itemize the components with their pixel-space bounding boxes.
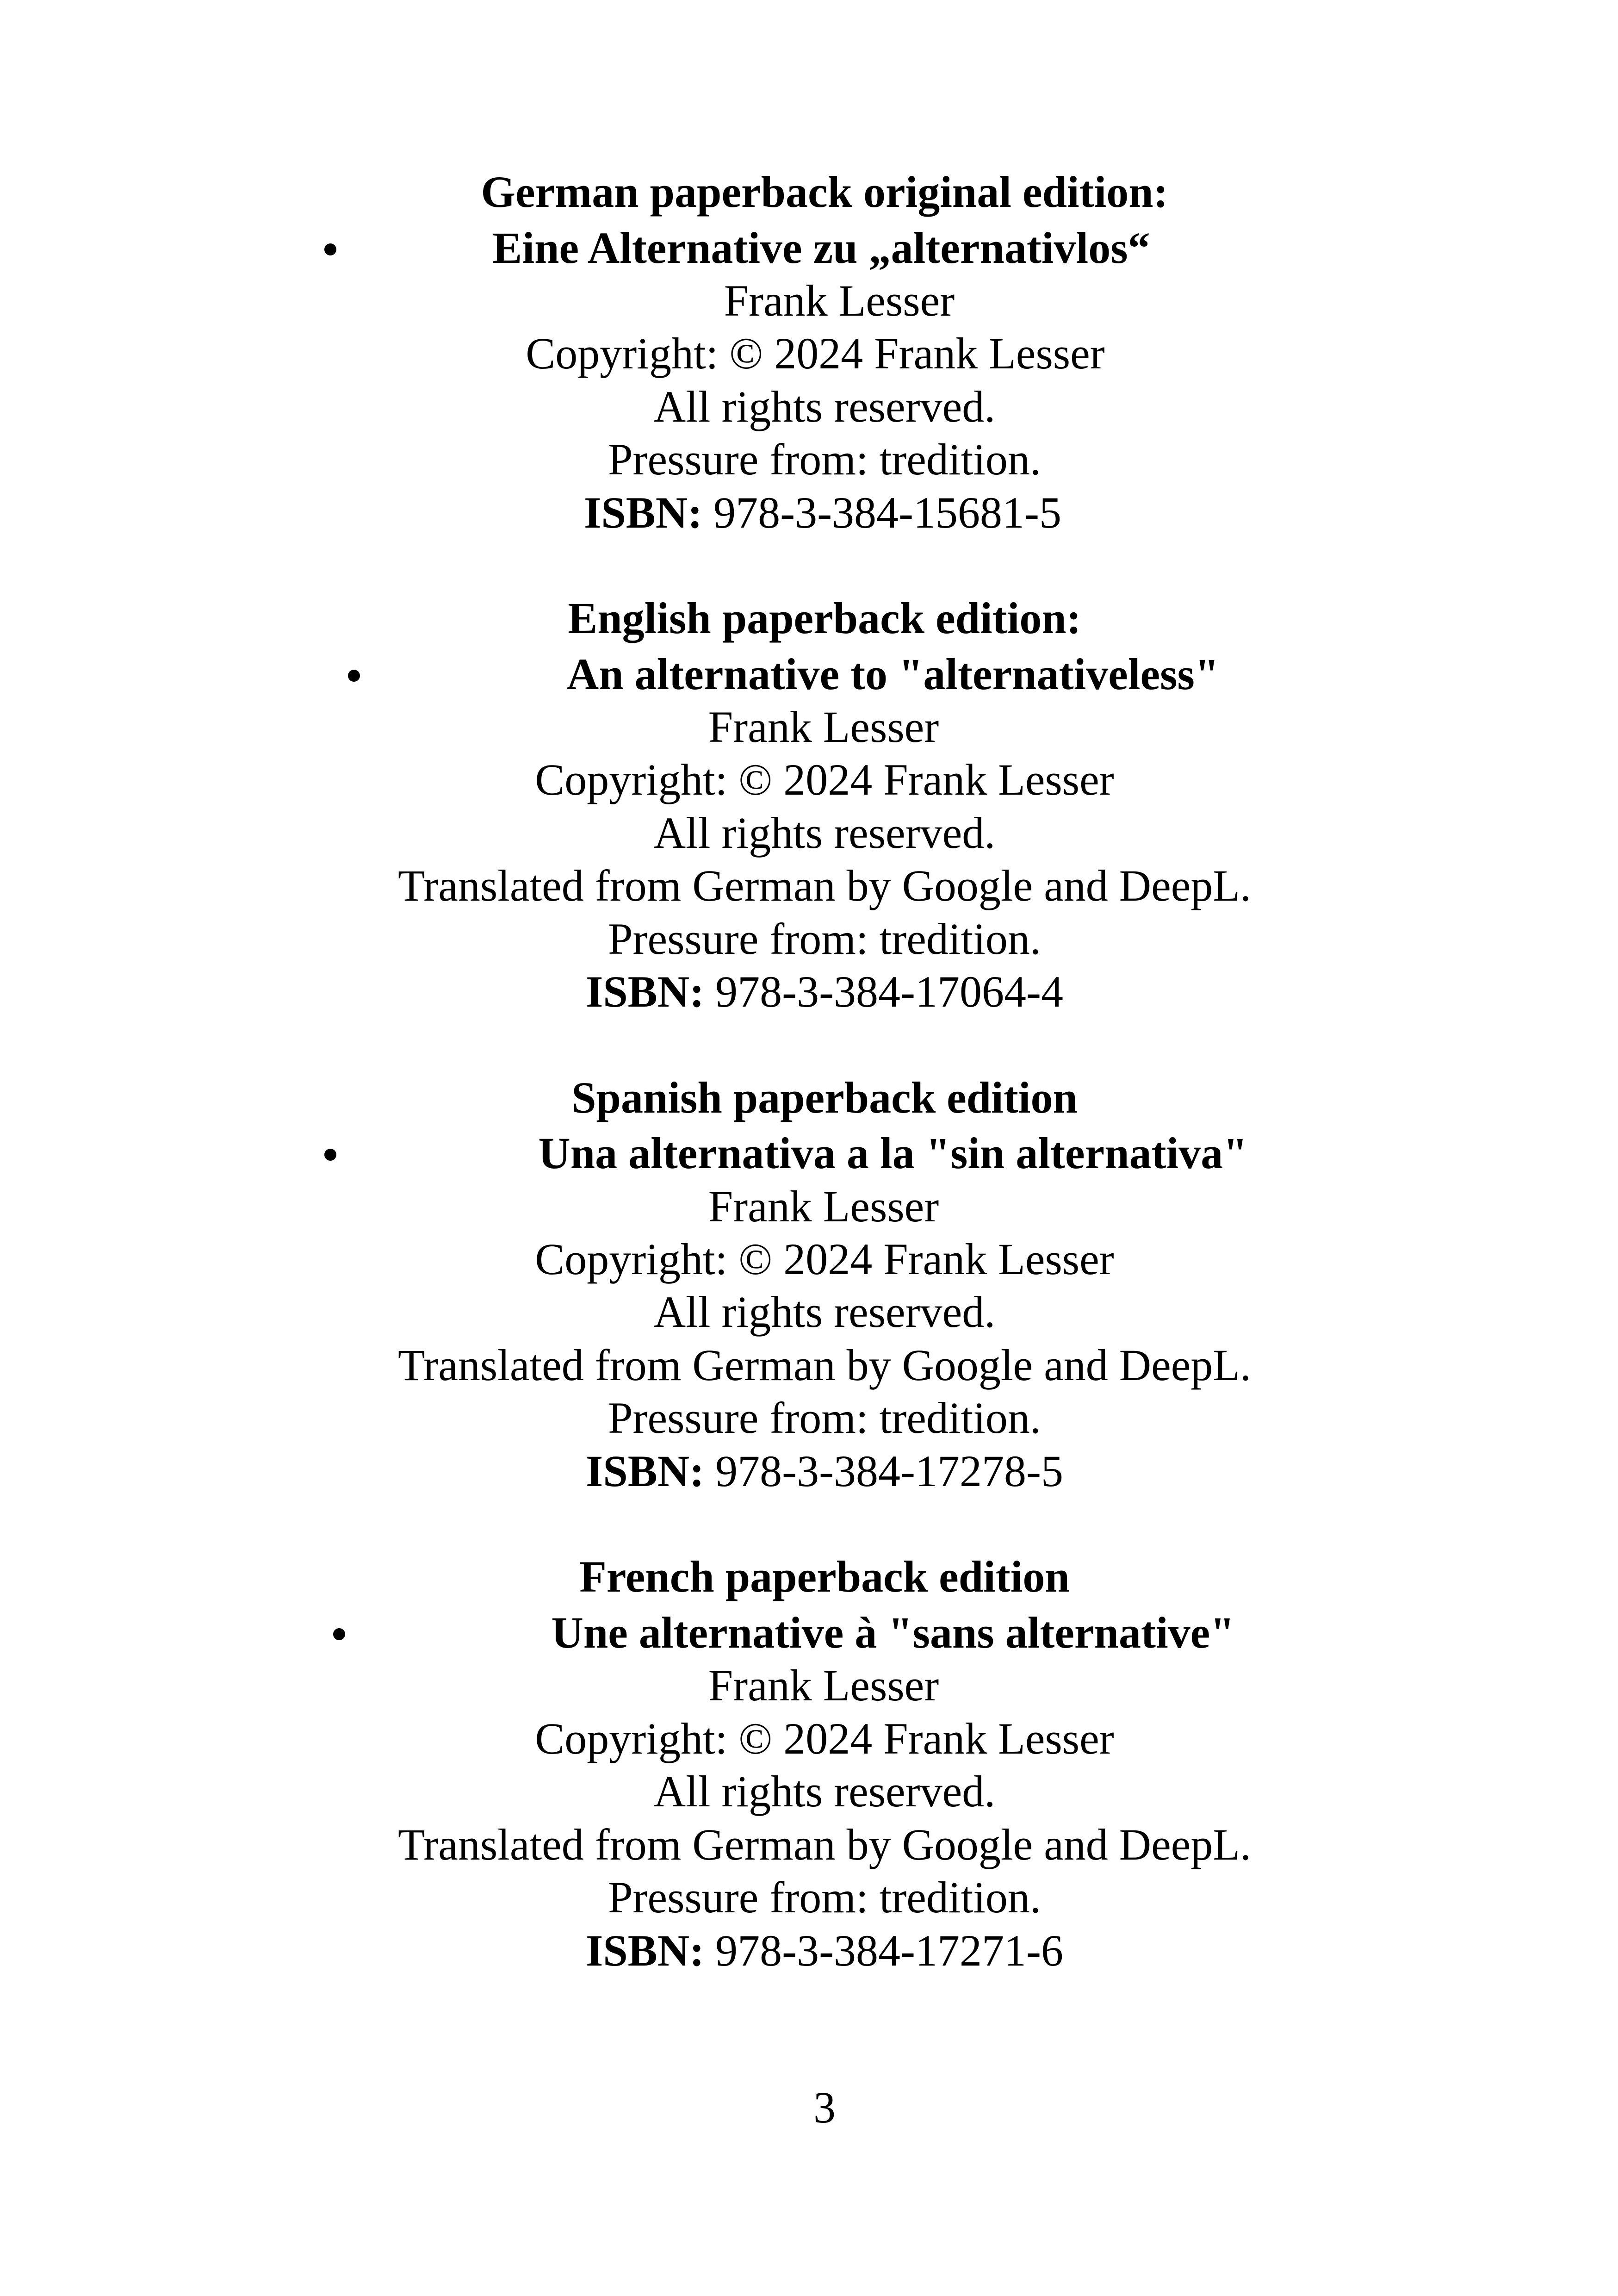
edition-heading: French paperback edition — [579, 1552, 1070, 1601]
edition-rights: All rights reserved. — [653, 808, 996, 858]
page-number: 3 — [813, 2083, 836, 2132]
edition-translation: Translated from German by Google and DeepL. — [398, 861, 1251, 910]
edition-title-line — [0, 1606, 1618, 1660]
bullet-icon — [333, 1628, 345, 1640]
isbn-label: ISBN: — [586, 967, 705, 1016]
edition-translation: Translated from German by Google and DeepL. — [398, 1340, 1251, 1390]
edition-title: Une alternative à "sans alternative" — [551, 1608, 1235, 1657]
edition-title: An alternative to "alternativeless" — [566, 649, 1220, 699]
edition-title-line — [0, 647, 1618, 701]
edition-title-line — [0, 221, 1618, 275]
edition-title: Una alternativa a la "sin alternativa" — [538, 1128, 1248, 1178]
edition-publisher: Pressure from: tredition. — [608, 914, 1041, 964]
isbn-label: ISBN: — [586, 1926, 705, 1975]
isbn-label: ISBN: — [584, 488, 703, 537]
isbn-number: 978-3-384-15681-5 — [713, 488, 1061, 537]
bullet-icon — [324, 1149, 336, 1161]
edition-translation: Translated from German by Google and DeepL. — [398, 1820, 1251, 1869]
edition-author: Frank Lesser — [708, 1661, 939, 1710]
bullet-icon — [324, 243, 336, 255]
edition-isbn — [0, 1444, 1618, 1498]
edition-rights: All rights reserved. — [653, 1287, 996, 1337]
edition-publisher: Pressure from: tredition. — [608, 1873, 1041, 1922]
edition-heading: English paperback edition: — [568, 593, 1081, 643]
edition-copyright: Copyright: © 2024 Frank Lesser — [526, 329, 1105, 378]
edition-isbn — [0, 1924, 1618, 1978]
edition-isbn — [0, 965, 1618, 1019]
edition-title-line — [0, 1126, 1618, 1180]
edition-isbn — [0, 486, 1618, 540]
isbn-number: 978-3-384-17271-6 — [715, 1926, 1063, 1975]
edition-publisher: Pressure from: tredition. — [608, 435, 1041, 484]
bullet-icon — [348, 670, 360, 682]
edition-heading: German paperback original edition: — [481, 167, 1168, 217]
edition-author: Frank Lesser — [708, 702, 939, 752]
edition-author: Frank Lesser — [708, 1182, 939, 1231]
edition-author: Frank Lesser — [724, 276, 955, 325]
isbn-number: 978-3-384-17278-5 — [715, 1446, 1063, 1496]
isbn-label: ISBN: — [586, 1446, 705, 1496]
edition-heading: Spanish paperback edition — [571, 1073, 1078, 1122]
isbn-number: 978-3-384-17064-4 — [715, 967, 1063, 1016]
edition-copyright: Copyright: © 2024 Frank Lesser — [535, 1234, 1114, 1284]
edition-publisher: Pressure from: tredition. — [608, 1393, 1041, 1443]
edition-rights: All rights reserved. — [653, 1767, 996, 1816]
edition-copyright: Copyright: © 2024 Frank Lesser — [535, 755, 1114, 804]
edition-rights: All rights reserved. — [653, 382, 996, 431]
edition-copyright: Copyright: © 2024 Frank Lesser — [535, 1714, 1114, 1763]
edition-title: Eine Alternative zu „alternativlos“ — [492, 223, 1150, 273]
